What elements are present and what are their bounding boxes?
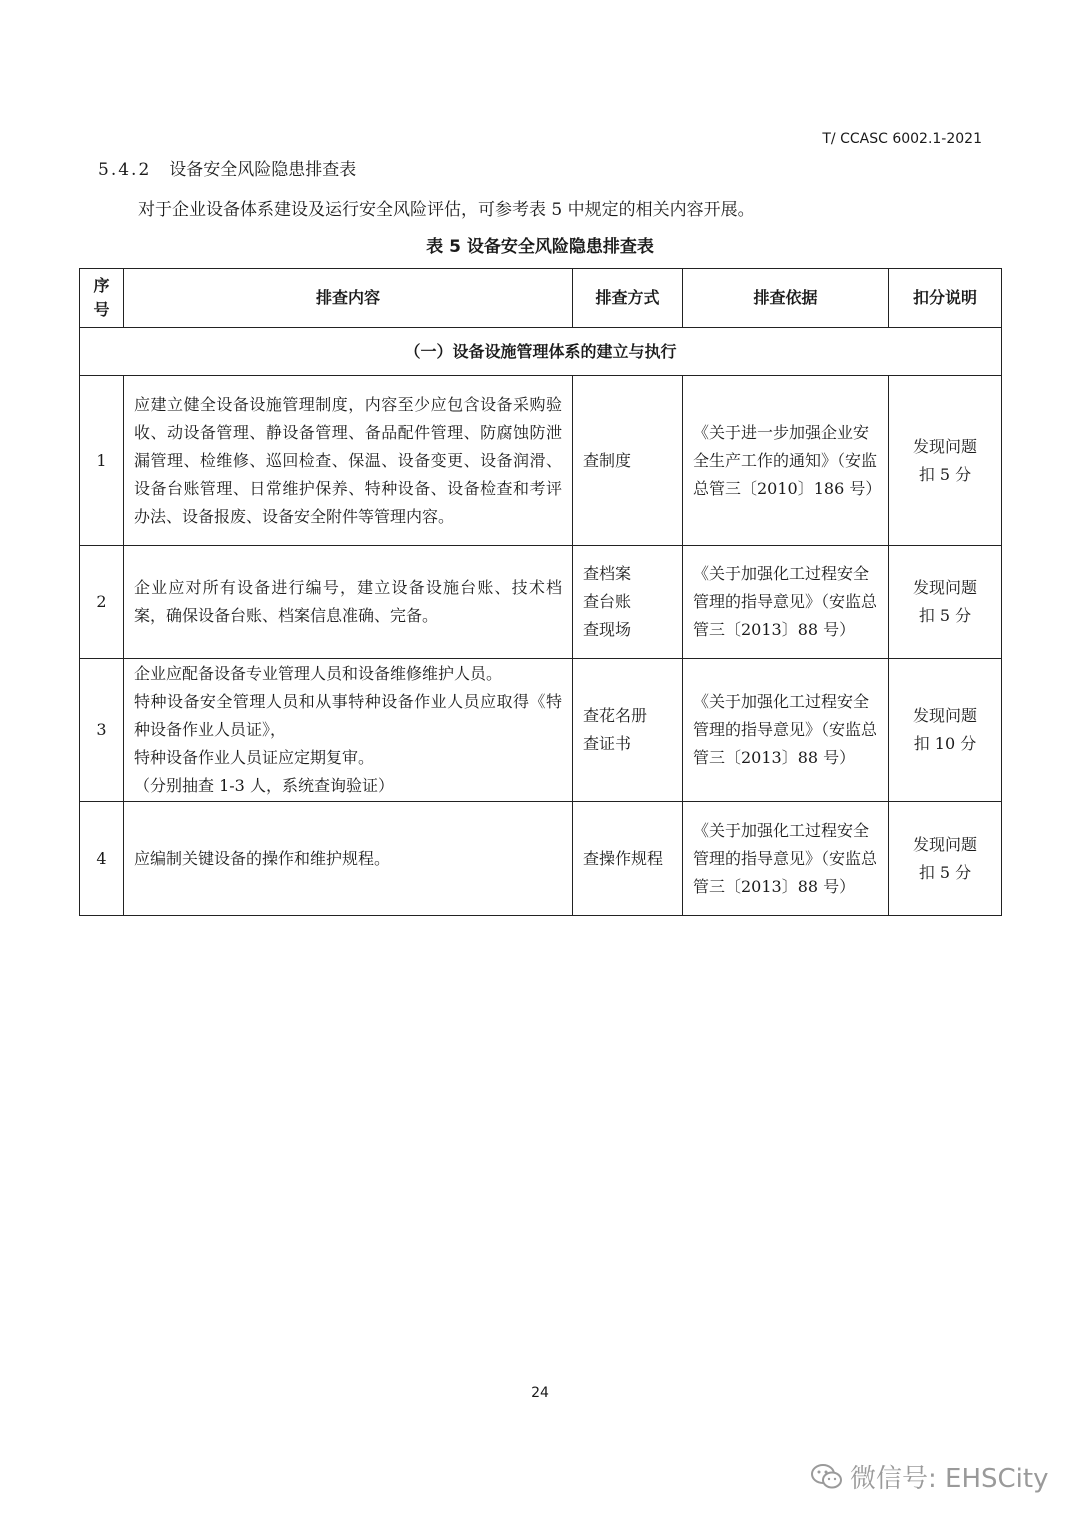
row-no: 4 [80, 802, 124, 916]
row-deduct: 发现问题 扣 5 分 [889, 546, 1002, 659]
row-basis: 《关于加强化工过程安全管理的指导意见》（安监总管三〔2013〕88 号） [683, 802, 889, 916]
header-content: 排查内容 [124, 269, 573, 328]
section-heading [98, 155, 356, 180]
inspection-table [79, 268, 1002, 916]
table-header-row [80, 269, 1002, 328]
row-no: 1 [80, 376, 124, 546]
row-basis: 《关于加强化工过程安全管理的指导意见》（安监总管三〔2013〕88 号） [683, 546, 889, 659]
row-method: 查制度 [573, 376, 683, 546]
row-method: 查档案 查台账 查现场 [573, 546, 683, 659]
group-title: （一）设备设施管理体系的建立与执行 [80, 328, 1002, 376]
watermark [810, 1458, 1048, 1495]
row-content: 应建立健全设备设施管理制度，内容至少应包含设备采购验收、动设备管理、静设备管理、备品配件管理、防腐蚀防泄漏管理、检维修、巡回检查、保温、设备变更、设备润滑、设备台账管理、日常维护保养、特种设备、设备检查和考评办法、设备报废、设备安全附件等管理内容。 [124, 376, 573, 546]
header-basis: 排查依据 [683, 269, 889, 328]
table-row [80, 376, 1002, 546]
page-number: 24 [531, 1385, 549, 1401]
row-deduct: 发现问题 扣 10 分 [889, 659, 1002, 802]
row-no: 2 [80, 546, 124, 659]
table-row [80, 546, 1002, 659]
row-content: 企业应配备设备专业管理人员和设备维修维护人员。 特种设备安全管理人员和从事特种设备作业人员应取得《特种设备作业人员证》， 特种设备作业人员证应定期复审。 （分别抽查 1-3 人，系统查询验证） [124, 659, 573, 802]
intro-paragraph: 对于企业设备体系建设及运行安全风险评估，可参考表 5 中规定的相关内容开展。 [138, 200, 755, 220]
row-no: 3 [80, 659, 124, 802]
table-row [80, 659, 1002, 802]
standard-number: T/ CCASC 6002.1-2021 [822, 131, 982, 147]
row-content: 企业应对所有设备进行编号，建立设备设施台账、技术档案，确保设备台账、档案信息准确、完备。 [124, 546, 573, 659]
group-row [80, 328, 1002, 376]
row-deduct: 发现问题 扣 5 分 [889, 376, 1002, 546]
row-basis: 《关于进一步加强企业安全生产工作的通知》（安监总管三〔2010〕186 号） [683, 376, 889, 546]
section-title: 设备安全风险隐患排查表 [169, 160, 357, 180]
table-row [80, 802, 1002, 916]
row-method: 查操作规程 [573, 802, 683, 916]
section-number: 5.4.2 [98, 160, 152, 180]
row-content: 应编制关键设备的操作和维护规程。 [124, 802, 573, 916]
header-deduct: 扣分说明 [889, 269, 1002, 328]
row-basis: 《关于加强化工过程安全管理的指导意见》（安监总管三〔2013〕88 号） [683, 659, 889, 802]
header-method: 排查方式 [573, 269, 683, 328]
row-method: 查花名册 查证书 [573, 659, 683, 802]
wechat-icon [810, 1462, 844, 1492]
watermark-text: 微信号: EHSCity [850, 1464, 1049, 1494]
header-no: 序 号 [80, 269, 124, 328]
table-caption: 表 5 设备安全风险隐患排查表 [426, 237, 654, 257]
row-deduct: 发现问题 扣 5 分 [889, 802, 1002, 916]
